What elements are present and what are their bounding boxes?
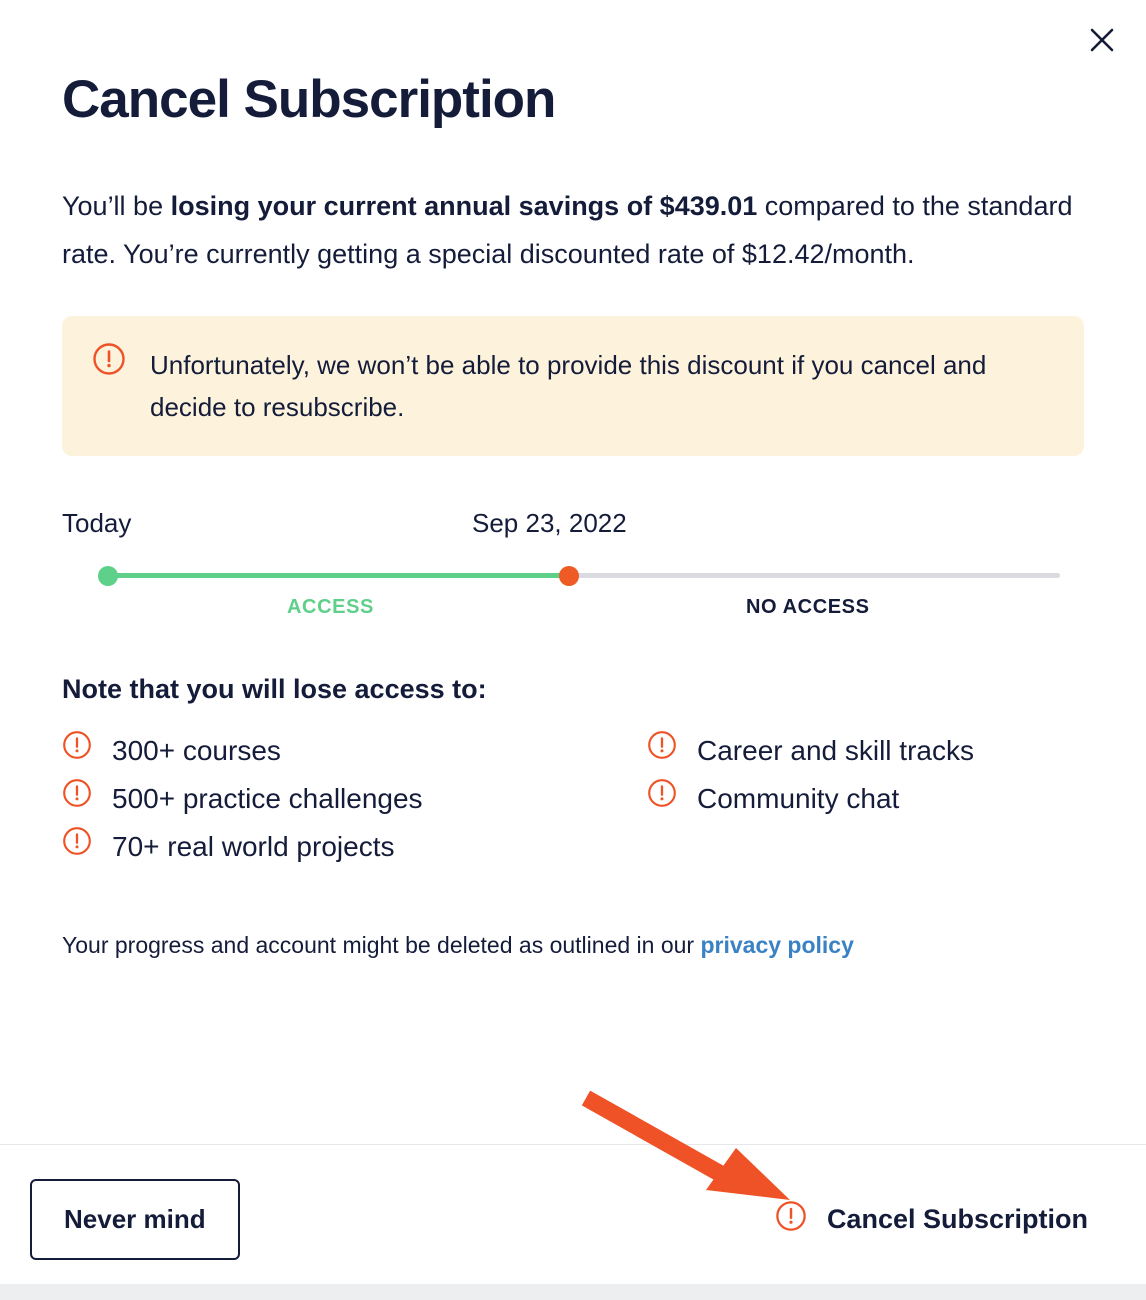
warning-circle-icon <box>775 1200 807 1239</box>
privacy-policy-link[interactable]: privacy policy <box>700 932 854 959</box>
timeline-track <box>62 564 1084 588</box>
list-item-label: 70+ real world projects <box>112 831 395 863</box>
list-item-label: Community chat <box>697 783 900 815</box>
list-item-label: 500+ practice challenges <box>112 783 423 815</box>
discount-warning-callout <box>62 316 1084 456</box>
intro-prefix: You’ll be <box>62 190 171 221</box>
timeline-start-dot <box>98 566 118 586</box>
list-item <box>62 727 637 775</box>
timeline-labels <box>62 508 1084 548</box>
list-item <box>62 775 637 823</box>
intro-bold-savings: losing your current annual savings of $439.01 <box>170 190 758 221</box>
never-mind-button[interactable]: Never mind <box>30 1179 240 1260</box>
warning-circle-icon <box>647 727 677 775</box>
timeline-end-label: Sep 23, 2022 <box>472 507 627 538</box>
timeline-no-access-caption: NO ACCESS <box>746 595 870 618</box>
cancel-subscription-label: Cancel Subscription <box>826 1204 1088 1234</box>
callout-text: Unfortunately, we won’t be able to provide this discount if you cancel and decide to resubscribe. <box>150 349 987 422</box>
lose-access-title: Note that you will lose access to: <box>62 673 487 704</box>
timeline-end-dot <box>559 566 579 586</box>
warning-circle-icon <box>62 823 92 871</box>
access-timeline <box>62 508 1084 628</box>
warning-circle-icon <box>62 727 92 775</box>
cancel-subscription-button[interactable] <box>765 1190 1104 1249</box>
close-icon <box>1087 25 1117 55</box>
list-item <box>647 775 1084 823</box>
privacy-notice <box>62 927 1084 964</box>
timeline-captions <box>62 596 1084 628</box>
warning-circle-icon <box>92 342 126 376</box>
list-item-label: Career and skill tracks <box>697 734 974 766</box>
lose-access-column-right <box>647 727 1084 871</box>
privacy-notice-text: Your progress and account might be deleted as outlined in our <box>62 932 701 959</box>
timeline-start-label: Today <box>62 507 132 538</box>
timeline-track-fill <box>106 573 571 578</box>
lose-access-column-left <box>62 727 637 871</box>
warning-circle-icon <box>62 775 92 823</box>
lose-access-list <box>62 727 1084 871</box>
page-title: Cancel Subscription <box>62 70 556 129</box>
intro-suffix: compared to the standard rate. You’re currently getting a special discounted rate of $12.42/month. <box>62 190 1073 269</box>
list-item-label: 300+ courses <box>112 734 281 766</box>
warning-circle-icon <box>647 775 677 823</box>
timeline-access-caption: ACCESS <box>287 595 374 618</box>
list-item <box>647 727 1084 775</box>
bottom-strip <box>0 1284 1146 1300</box>
list-item <box>62 823 637 871</box>
dialog-footer <box>0 1144 1146 1300</box>
close-icon-button[interactable] <box>1080 18 1124 62</box>
intro-paragraph <box>62 182 1084 278</box>
